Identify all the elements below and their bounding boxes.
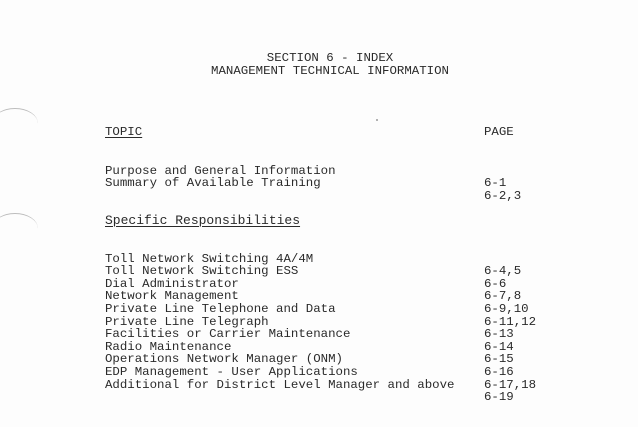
topic-text: Radio Maintenance: [105, 339, 232, 354]
binder-hole-mark: [0, 108, 38, 139]
page-ref: 6-16: [484, 364, 514, 379]
topic-text: Operations Network Manager (ONM): [105, 352, 343, 367]
topic-text: Network Management: [105, 289, 239, 304]
topic-column-header: TOPIC: [105, 125, 143, 139]
page-ref: 6-6: [484, 276, 507, 291]
topic-text: Purpose and General Information: [105, 163, 336, 178]
section-subtitle: MANAGEMENT TECHNICAL INFORMATION: [211, 64, 449, 78]
page-ref: 6-13: [484, 327, 514, 342]
topic-text: Private Line Telegraph: [105, 314, 269, 329]
page-ref: 6-7,8: [484, 289, 522, 304]
page-ref: 6-4,5: [484, 264, 522, 279]
topic-text: Toll Network Switching ESS: [105, 264, 299, 279]
section-title: SECTION 6 - INDEX: [266, 51, 394, 65]
page-ref: 6-19: [484, 390, 514, 405]
page-ref: 6-17,18: [484, 377, 537, 392]
page-ref: 6-1: [484, 176, 507, 191]
topic-text: Private Line Telephone and Data: [105, 301, 336, 316]
topic-text: Additional for District Level Manager and above: [105, 377, 455, 392]
paper-speck: [376, 119, 378, 121]
general-topics-list: [105, 152, 565, 203]
page-ref: 6-2,3: [484, 188, 522, 203]
topic-text: Facilities or Carrier Maintenance: [105, 327, 351, 342]
page-ref: 6-14: [484, 339, 514, 354]
topic-text: Toll Network Switching 4A/4M: [105, 251, 314, 266]
topic-text: Summary of Available Training: [105, 176, 321, 191]
topic-text: Dial Administrator: [105, 276, 239, 291]
specific-responsibilities-heading: Specific Responsibilities: [105, 213, 301, 228]
page-column-header: PAGE: [484, 125, 514, 139]
page-ref: 6-11,12: [484, 314, 537, 329]
page-ref: 6-15: [484, 352, 514, 367]
binder-hole-mark: [0, 213, 38, 244]
page-ref: 6-9,10: [484, 301, 529, 316]
topic-text: EDP Management - User Applications: [105, 364, 358, 379]
specific-responsibilities-list: [105, 240, 565, 405]
